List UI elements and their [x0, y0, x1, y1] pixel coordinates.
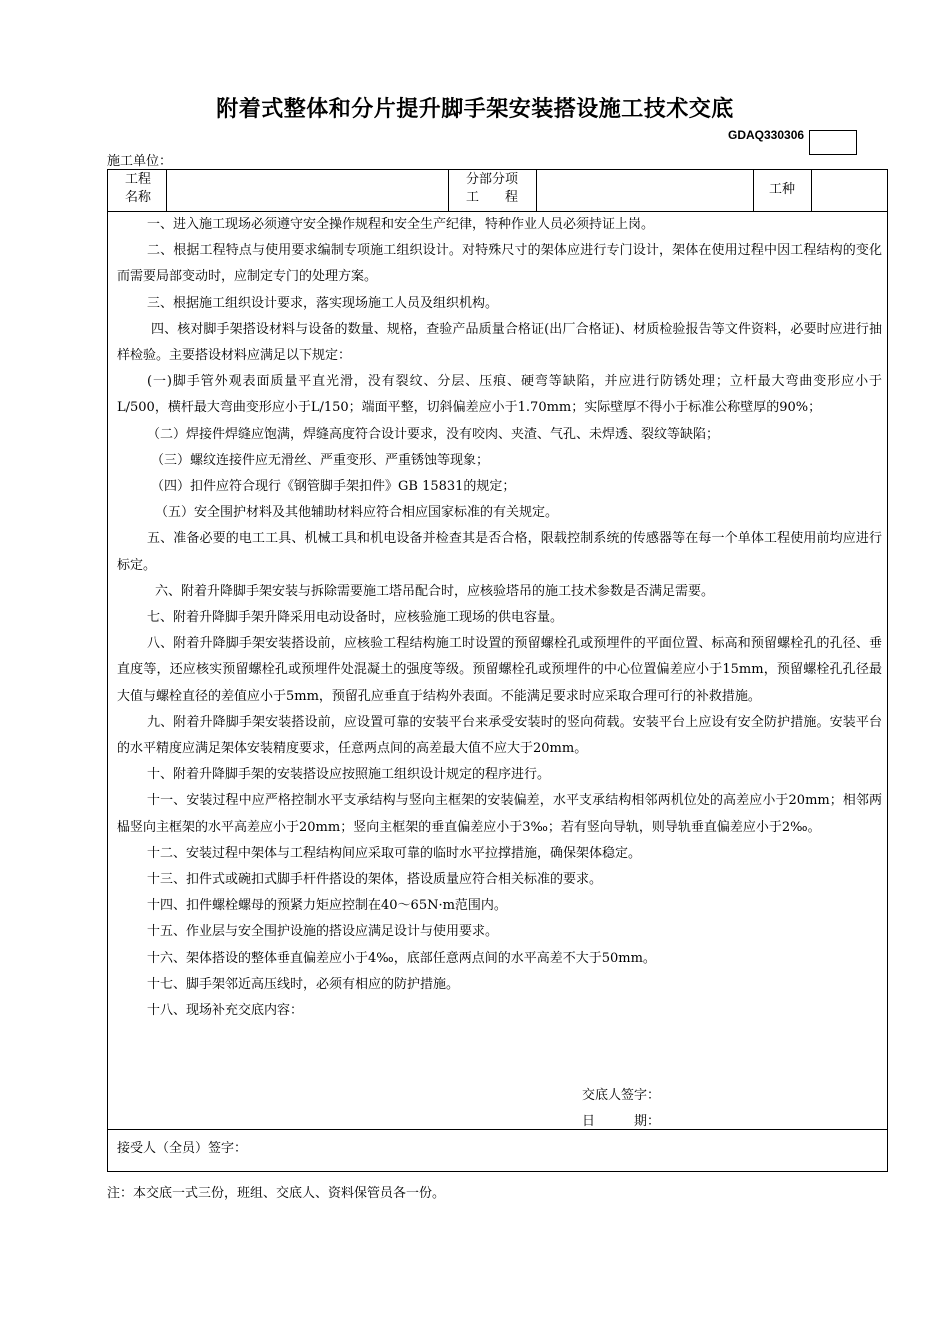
date-label: 日 期：: [582, 1114, 661, 1129]
signer-signature-label: 交底人签字：: [582, 1088, 661, 1103]
footnote: 注：本交底一式三份，班组、交底人、资料保管员各一份。: [107, 1186, 446, 1201]
paragraph-6: 六、附着升降脚手架安装与拆除需要施工塔吊配合时，应核验塔吊的施工技术参数是否满足需要。: [155, 583, 715, 599]
receiver-divider: [108, 1129, 887, 1130]
paragraph-12: 十二、安装过程中架体与工程结构间应采取可靠的临时水平拉撑措施，确保架体稳定。: [147, 845, 642, 861]
disclosure-content: [117, 212, 882, 1024]
sub-project-label: 分部分项 工 程: [465, 172, 518, 205]
paragraph-4-5: （五）安全围护材料及其他辅助材料应符合相应国家标准的有关规定。: [155, 505, 559, 521]
paragraph-17: 十七、脚手架邻近高压线时，必须有相应的防护措施。: [147, 976, 460, 992]
paragraph-4-3: （三）螺纹连接件应无滑丝、严重变形、严重锈蚀等现象；: [151, 452, 490, 468]
code-box[interactable]: [809, 130, 857, 155]
paragraph-7: 七、附着升降脚手架升降采用电动设备时，应核验施工现场的供电容量。: [147, 610, 564, 626]
paragraph-13: 十三、扣件式或碗扣式脚手杆件搭设的架体，搭设质量应符合相关标准的要求。: [147, 872, 603, 888]
paragraph-9: 九、附着升降脚手架安装搭设前，应设置可靠的安装平台来承受安装时的竖向荷载。安装平台上应设有安全防护措施。安装平台的水平精度应满足架体安装精度要求，任意两点间的高差最大值不应大于20mm。: [117, 714, 882, 757]
paragraph-11: 十一、安装过程中应严格控制水平支承结构与竖向主框架的安装偏差，水平支承结构相邻两机位处的高差应小于20mm；相邻两榀竖向主框架的水平高差应小于20mm；竖向主框架的垂直偏差应小于3‰；若有竖向导轨，则导轨垂直偏差应小于2‰。: [117, 793, 882, 835]
paragraph-18: 十八、现场补充交底内容：: [147, 1003, 304, 1019]
paragraph-4: 四、核对脚手架搭设材料与设备的数量、规格，查验产品质量合格证(出厂合格证)、材质检验报告等文件资料，必要时应进行抽样检验。主要搭设材料应满足以下规定：: [117, 321, 882, 364]
paragraph-4-1: (一)脚手管外观表面质量平直光滑，没有裂纹、分层、压痕、硬弯等缺陷，并应进行防锈处理；立杆最大弯曲变形应小于L/500，横杆最大弯曲变形应小于L/150；端面平整，切斜偏差应小于1.70mm；实际壁厚不得小于标准公称壁厚的90%；: [117, 374, 882, 416]
disclosure-table: [107, 169, 888, 1172]
paragraph-16: 十六、架体搭设的整体垂直偏差应小于4‰，底部任意两点间的水平高差不大于50mm。: [147, 950, 656, 966]
paragraph-4-2: （二）焊接件焊缝应饱满，焊缝高度符合设计要求，没有咬肉、夹渣、气孔、未焊透、裂纹等缺陷；: [147, 426, 720, 442]
project-name-label: 工程 名称: [124, 172, 151, 205]
paragraph-3: 三、根据施工组织设计要求，落实现场施工人员及组织机构。: [147, 295, 499, 311]
receiver-signature-label: 接受人（全员）签字：: [117, 1141, 248, 1156]
paragraph-15: 十五、作业层与安全围护设施的搭设应满足设计与使用要求。: [147, 924, 499, 940]
paragraph-1: 一、进入施工现场必须遵守安全操作规程和安全生产纪律，特种作业人员必须持证上岗。: [147, 217, 655, 232]
paragraph-5: 五、准备必要的电工工具、机械工具和机电设备并检查其是否合格，限载控制系统的传感器等在每一个单体工程使用前均应进行标定。: [117, 531, 882, 573]
table-header-row: [108, 170, 887, 212]
work-type-label: 工种: [768, 182, 795, 197]
paragraph-2: 二、根据工程特点与使用要求编制专项施工组织设计。对特殊尺寸的架体应进行专门设计，架体在使用过程中因工程结构的变化而需要局部变动时，应制定专门的处理方案。: [117, 243, 882, 285]
construction-unit-label: 施工单位：: [107, 154, 173, 169]
paragraph-8: 八、附着升降脚手架安装搭设前，应核验工程结构施工时设置的预留螺栓孔或预埋件的平面位置、标高和预留螺栓孔的孔径、垂直度等，还应核实预留螺栓孔或预埋件处混凝土的强度等级。预留螺栓孔或预埋件的中心位置偏差应小于15mm，预留螺栓孔孔径最大值与螺栓直径的差值应小于5mm，预留孔应垂直于结构外表面。不能满足要求时应采取合理可行的补救措施。: [117, 636, 882, 704]
paragraph-10: 十、附着升降脚手架的安装搭设应按照施工组织设计规定的程序进行。: [147, 767, 551, 783]
document-title: 附着式整体和分片提升脚手架安装搭设施工技术交底: [216, 97, 734, 122]
paragraph-14: 十四、扣件螺栓螺母的预紧力矩应控制在40～65N·m范围内。: [147, 898, 507, 914]
paragraph-4-4: （四）扣件应符合现行《钢管脚手架扣件》GB 15831的规定；: [151, 479, 516, 495]
form-code: GDAQ330306: [728, 128, 805, 142]
